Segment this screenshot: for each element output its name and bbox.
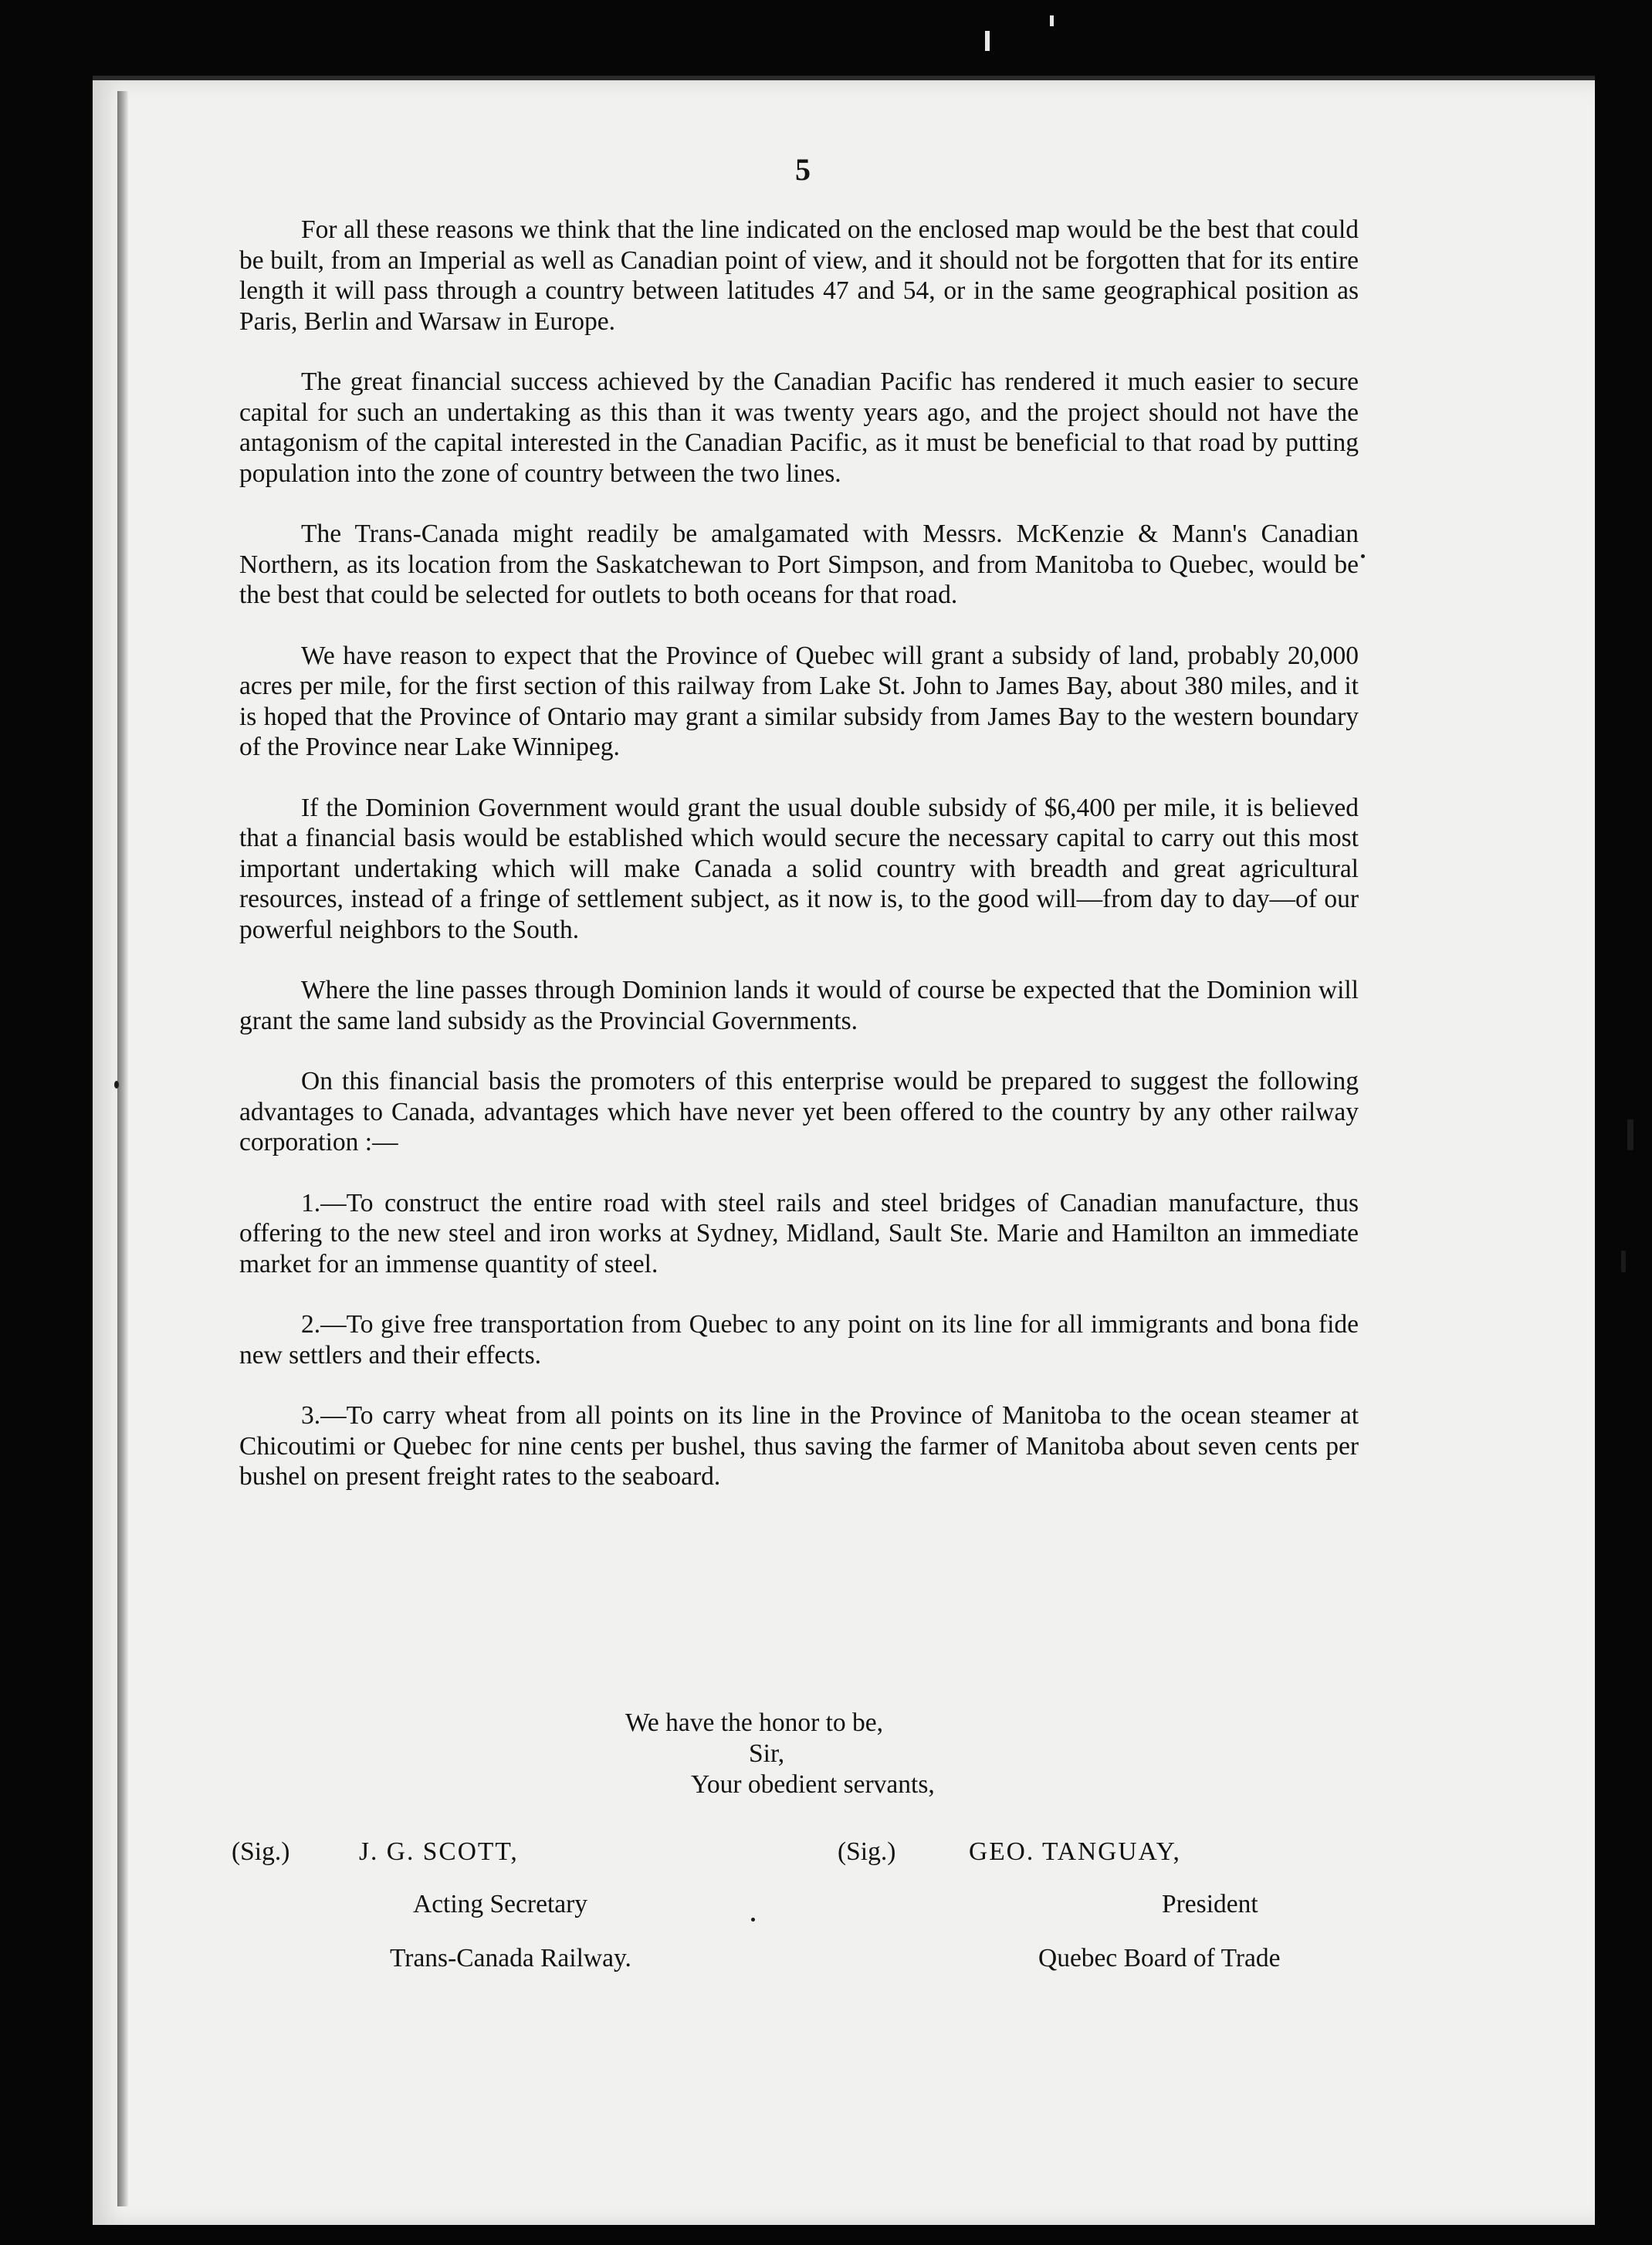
closing-line: We have the honor to be,	[625, 1708, 884, 1737]
scan-speck	[1621, 1251, 1626, 1272]
paragraph: We have reason to expect that the Province of Quebec will grant a subsidy of land, probably 20,000 acres per mile, for the first section of this railway from Lake St. John to James Bay, about 380 miles, and it is hoped that the Province of Ontario may grant a similar subsidy from James Bay to the western boundary of the Province near Lake Winnipeg.	[239, 641, 1359, 761]
letter-body	[239, 215, 1359, 1522]
scan-artifact	[985, 31, 990, 51]
paragraph: Where the line passes through Dominion lands it would of course be expected that the Dominion will grant the same land subsidy as the Provincial Governments.	[239, 976, 1359, 1035]
advantage-item-1: 1.—To construct the entire road with steel rails and steel bridges of Canadian manufacture, thus offering to the new steel and iron works at Sydney, Midland, Sault Ste. Marie and Hamilton an immediate market for an immense quantity of steel.	[239, 1188, 1359, 1278]
page-number: 5	[795, 152, 811, 187]
signature-label-left: (Sig.)	[232, 1837, 290, 1866]
scan-speck	[114, 1081, 119, 1089]
signatory-title-left: Acting Secretary	[413, 1890, 588, 1918]
advantage-item-2: 2.—To give free transportation from Quebec to any point on its line for all immigrants and bona fide new settlers and their effects.	[239, 1310, 1359, 1370]
signatory-org-right: Quebec Board of Trade	[1038, 1944, 1281, 1972]
closing-line: Sir,	[749, 1739, 785, 1768]
paragraph: For all these reasons we think that the line indicated on the enclosed map would be the best that could be built, from an Imperial as well as Canadian point of view, and it should not be forgotten that for its entire length it will pass through a country between latitudes 47 and 54, or in the same geographical position as Paris, Berlin and Warsaw in Europe.	[239, 215, 1359, 336]
signatory-name-right: GEO. TANGUAY,	[969, 1837, 1181, 1866]
paragraph: The Trans-Canada might readily be amalgamated with Messrs. McKenzie & Mann's Canadian Northern, as its location from the Saskatchewan to Port Simpson, and from Manitoba to Quebec, would be the best that could be selected for outlets to both oceans for that road.	[239, 520, 1359, 609]
scan-speck	[751, 1918, 755, 1922]
signatory-title-right: President	[1162, 1890, 1258, 1918]
signatory-name-left: J. G. SCOTT,	[359, 1837, 519, 1866]
paragraph: On this financial basis the promoters of this enterprise would be prepared to suggest the following advantages to Canada, advantages which have never yet been offered to the country by any other railway corporation :—	[239, 1067, 1359, 1156]
scan-speck	[1361, 554, 1365, 558]
paragraph: If the Dominion Government would grant the usual double subsidy of $6,400 per mile, it is believed that a financial basis would be established which would secure the necessary capital to carry out this most important undertaking which will make Canada a solid country with breadth and great agricultural resources, instead of a fringe of settlement subject, as it now is, to the good will—from day to day—of our powerful neighbors to the South.	[239, 793, 1359, 944]
signature-label-right: (Sig.)	[838, 1837, 896, 1866]
signatory-org-left: Trans-Canada Railway.	[390, 1944, 631, 1972]
binding-edge	[117, 91, 128, 2206]
advantage-item-3: 3.—To carry wheat from all points on its line in the Province of Manitoba to the ocean steamer at Chicoutimi or Quebec for nine cents per bushel, thus saving the farmer of Manitoba about seven cents per bushel on present freight rates to the seaboard.	[239, 1401, 1359, 1491]
closing-salutation	[625, 1708, 1088, 1800]
scan-speck	[1627, 1119, 1633, 1150]
scan-artifact	[1050, 15, 1054, 26]
closing-line: Your obedient servants,	[691, 1770, 935, 1799]
paragraph: The great financial success achieved by the Canadian Pacific has rendered it much easier to secure capital for such an undertaking as this than it was twenty years ago, and the project should not have the antagonism of the capital interested in the Canadian Pacific, as it must be beneficial to that road by putting population into the zone of country between the two lines.	[239, 367, 1359, 488]
